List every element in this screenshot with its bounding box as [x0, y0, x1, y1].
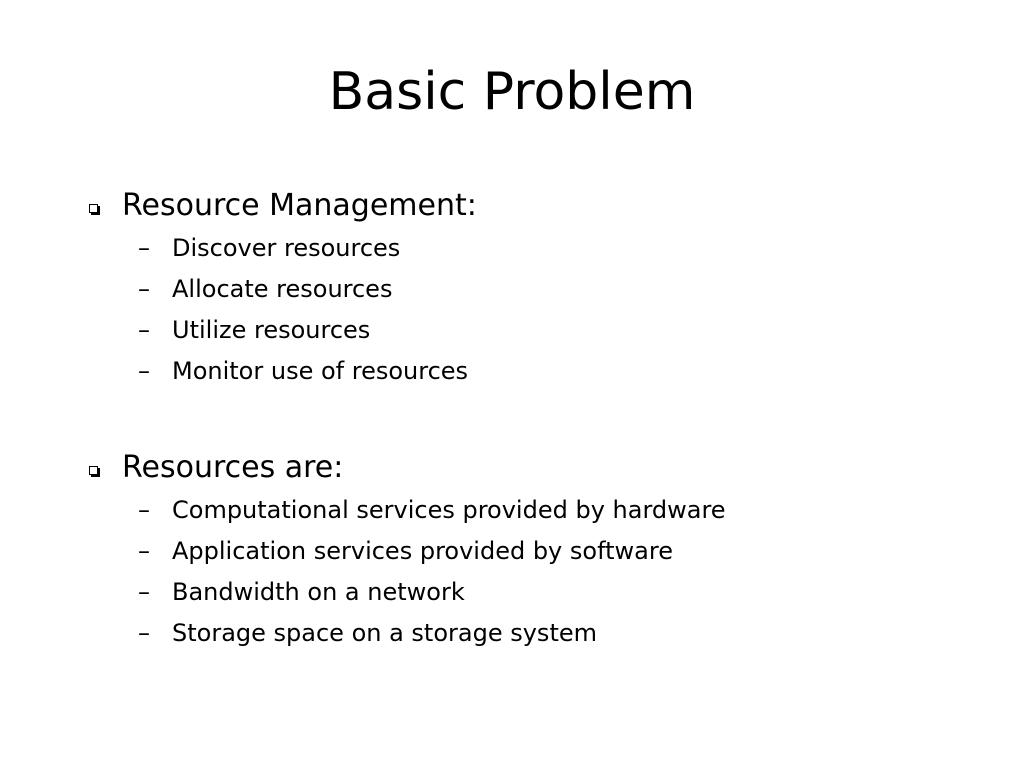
bullet-row — [86, 446, 966, 490]
section-resource-management — [86, 184, 966, 392]
dash-icon: – — [138, 316, 150, 344]
list-item — [138, 490, 966, 531]
dash-icon: – — [138, 234, 150, 262]
list-item — [138, 310, 966, 351]
list-item-text: Application services provided by software — [172, 537, 673, 565]
list-item-text: Storage space on a storage system — [172, 619, 597, 647]
square-bullet-icon — [89, 204, 98, 213]
list-item — [138, 572, 966, 613]
dash-icon: – — [138, 496, 150, 524]
list-item-text: Monitor use of resources — [172, 357, 469, 385]
dash-icon: – — [138, 537, 150, 565]
dash-icon: – — [138, 275, 150, 303]
list-item-text: Discover resources — [172, 234, 401, 262]
bullet-heading: Resource Management: — [122, 188, 477, 223]
section-resources-are — [86, 446, 966, 654]
bullet-heading: Resources are: — [122, 450, 344, 485]
bullet-row — [86, 184, 966, 228]
sub-bullet-list — [86, 490, 966, 654]
slide-title: Basic Problem — [328, 62, 696, 122]
sub-bullet-list — [86, 228, 966, 392]
dash-icon: – — [138, 619, 150, 647]
list-item — [138, 531, 966, 572]
dash-icon: – — [138, 578, 150, 606]
list-item-text: Utilize resources — [172, 316, 371, 344]
list-item — [138, 613, 966, 654]
list-item — [138, 269, 966, 310]
square-bullet-icon — [89, 466, 98, 475]
list-item — [138, 228, 966, 269]
list-item — [138, 351, 966, 392]
list-item-text: Allocate resources — [172, 275, 393, 303]
list-item-text: Bandwidth on a network — [172, 578, 465, 606]
list-item-text: Computational services provided by hardware — [172, 496, 726, 524]
dash-icon: – — [138, 357, 150, 385]
